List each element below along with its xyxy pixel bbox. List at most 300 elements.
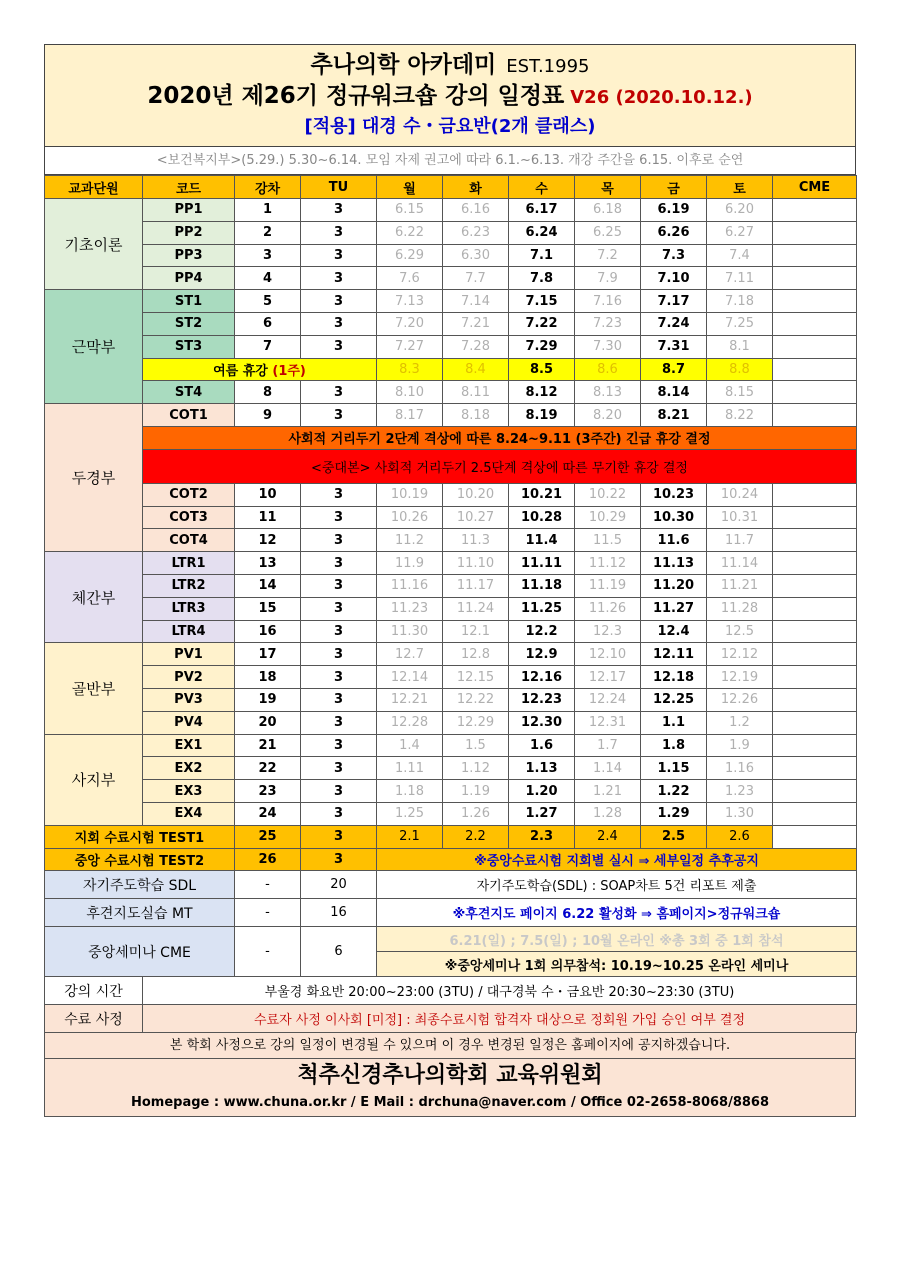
date-sat: 8.22 bbox=[707, 404, 773, 427]
code-cell: COT4 bbox=[143, 529, 235, 552]
date-thu: 6.18 bbox=[575, 199, 641, 222]
approval-row bbox=[45, 1005, 857, 1033]
code-cell: ST4 bbox=[143, 381, 235, 404]
code-cell: EX2 bbox=[143, 757, 235, 780]
date-thu: 7.30 bbox=[575, 335, 641, 358]
date-thu: 10.22 bbox=[575, 483, 641, 506]
table-row bbox=[45, 597, 857, 620]
date-fri: 6.26 bbox=[641, 221, 707, 244]
date-mon: 11.30 bbox=[377, 620, 443, 643]
date-fri: 7.31 bbox=[641, 335, 707, 358]
date-fri: 12.4 bbox=[641, 620, 707, 643]
date-tue: 12.22 bbox=[443, 688, 509, 711]
date-fri: 1.15 bbox=[641, 757, 707, 780]
date-mon: 1.4 bbox=[377, 734, 443, 757]
tu-cell: 3 bbox=[301, 780, 377, 803]
class-applicability: [적용] 대경 수・금요반(2개 클래스) bbox=[304, 116, 596, 137]
cme-note-1: 6.21(일) ; 7.5(일) ; 10월 온라인 ※총 3회 중 1회 참석 bbox=[377, 927, 857, 952]
date-fri: 1.29 bbox=[641, 802, 707, 825]
tu-cell: 3 bbox=[301, 483, 377, 506]
date-fri: 7.3 bbox=[641, 244, 707, 267]
cme-cell bbox=[773, 780, 857, 803]
date-mon: 6.29 bbox=[377, 244, 443, 267]
break-row-1 bbox=[45, 426, 857, 449]
date-thu: 1.28 bbox=[575, 802, 641, 825]
date-thu: 11.12 bbox=[575, 552, 641, 575]
date-tue: 10.27 bbox=[443, 506, 509, 529]
date-thu: 11.26 bbox=[575, 597, 641, 620]
cme-cell bbox=[773, 666, 857, 689]
session-cell: 5 bbox=[235, 290, 301, 313]
date-fri: 7.17 bbox=[641, 290, 707, 313]
table-row bbox=[45, 244, 857, 267]
tu-cell: 3 bbox=[301, 802, 377, 825]
code-cell: ST2 bbox=[143, 312, 235, 335]
table-row bbox=[45, 404, 857, 427]
date-fri: 10.23 bbox=[641, 483, 707, 506]
cme-session: - bbox=[235, 927, 301, 977]
date-wed: 10.21 bbox=[509, 483, 575, 506]
date-mon: 7.20 bbox=[377, 312, 443, 335]
cme-row bbox=[45, 927, 857, 952]
table-row bbox=[45, 780, 857, 803]
date-sat: 6.20 bbox=[707, 199, 773, 222]
sdl-tu: 20 bbox=[301, 871, 377, 899]
code-cell: PP3 bbox=[143, 244, 235, 267]
lecture-time-row bbox=[45, 977, 857, 1005]
table-row bbox=[45, 312, 857, 335]
lecture-time-label: 강의 시간 bbox=[45, 977, 143, 1005]
date-wed: 8.19 bbox=[509, 404, 575, 427]
academy-title: 추나의학 아카데미 EST.1995 bbox=[310, 52, 590, 78]
date-tue: 12.8 bbox=[443, 643, 509, 666]
table-header-row bbox=[45, 176, 857, 199]
table-row bbox=[45, 267, 857, 290]
cme-cell bbox=[773, 404, 857, 427]
session-cell: 10 bbox=[235, 483, 301, 506]
mt-note: ※후견지도 페이지 6.22 활성화 ⇒ 홈페이지>정규워크숍 bbox=[377, 899, 857, 927]
cme-cell bbox=[773, 574, 857, 597]
date-tue: 11.10 bbox=[443, 552, 509, 575]
summer-duration: (1주) bbox=[272, 363, 306, 379]
date-fri: 10.30 bbox=[641, 506, 707, 529]
session-cell: 22 bbox=[235, 757, 301, 780]
session-cell: 7 bbox=[235, 335, 301, 358]
date-thu: 11.5 bbox=[575, 529, 641, 552]
summer-label: 여름 휴강 bbox=[213, 363, 268, 379]
date-fri: 1.22 bbox=[641, 780, 707, 803]
date-wed: 8.12 bbox=[509, 381, 575, 404]
code-cell: PP4 bbox=[143, 267, 235, 290]
date-tue: 12.15 bbox=[443, 666, 509, 689]
col-tue: 화 bbox=[443, 176, 509, 199]
col-session: 강차 bbox=[235, 176, 301, 199]
date-wed: 12.2 bbox=[509, 620, 575, 643]
cme-cell bbox=[773, 290, 857, 313]
date-sat: 6.27 bbox=[707, 221, 773, 244]
col-mon: 월 bbox=[377, 176, 443, 199]
date-thu: 7.2 bbox=[575, 244, 641, 267]
table-row bbox=[45, 688, 857, 711]
schedule-title: 2020년 제26기 정규워크숍 강의 일정표 V26 (2020.10.12.) bbox=[147, 83, 753, 109]
test2-note: ※중앙수료시험 지회별 실시 ⇒ 세부일정 추후공지 bbox=[377, 848, 857, 871]
date-mon: 11.16 bbox=[377, 574, 443, 597]
date-mon: 12.21 bbox=[377, 688, 443, 711]
table-row bbox=[45, 290, 857, 313]
date-fri: 12.11 bbox=[641, 643, 707, 666]
lecture-time-value: 부울경 화요반 20:00~23:00 (3TU) / 대구경북 수・금요반 20:30~23:30 (3TU) bbox=[143, 977, 857, 1005]
sdl-note: 자기주도학습(SDL) : SOAP차트 5건 리포트 제출 bbox=[377, 871, 857, 899]
session-cell: 12 bbox=[235, 529, 301, 552]
unit-cell: 골반부 bbox=[45, 643, 143, 734]
date-mon: 12.28 bbox=[377, 711, 443, 734]
date-sat: 8.15 bbox=[707, 381, 773, 404]
date-fri: 11.13 bbox=[641, 552, 707, 575]
date-tue: 11.3 bbox=[443, 529, 509, 552]
table-row bbox=[45, 529, 857, 552]
summer-date: 8.4 bbox=[443, 358, 509, 381]
postponement-notice: <보건복지부>(5.29.) 5.30~6.14. 모임 자제 권고에 따라 6.1.~6.13. 개강 주간을 6.15. 이후로 순연 bbox=[44, 147, 856, 175]
break-row-2 bbox=[45, 449, 857, 483]
date-fri: 11.6 bbox=[641, 529, 707, 552]
unit-cell: 두경부 bbox=[45, 404, 143, 552]
date-wed: 6.17 bbox=[509, 199, 575, 222]
table-row bbox=[45, 734, 857, 757]
date-wed: 11.11 bbox=[509, 552, 575, 575]
date-mon: 12.14 bbox=[377, 666, 443, 689]
code-cell: EX3 bbox=[143, 780, 235, 803]
date-tue: 10.20 bbox=[443, 483, 509, 506]
cme-tu: 6 bbox=[301, 927, 377, 977]
tu-cell: 3 bbox=[301, 506, 377, 529]
session-cell: 14 bbox=[235, 574, 301, 597]
code-cell: COT3 bbox=[143, 506, 235, 529]
col-tu: TU bbox=[301, 176, 377, 199]
session-cell: 17 bbox=[235, 643, 301, 666]
cme-cell bbox=[773, 757, 857, 780]
mt-tu: 16 bbox=[301, 899, 377, 927]
session-cell: 18 bbox=[235, 666, 301, 689]
cme-cell bbox=[773, 381, 857, 404]
date-thu: 12.31 bbox=[575, 711, 641, 734]
date-tue: 8.18 bbox=[443, 404, 509, 427]
date-thu: 6.25 bbox=[575, 221, 641, 244]
cme-cell bbox=[773, 552, 857, 575]
code-cell: EX1 bbox=[143, 734, 235, 757]
date-wed: 7.29 bbox=[509, 335, 575, 358]
tu-cell: 3 bbox=[301, 267, 377, 290]
date-fri: 12.18 bbox=[641, 666, 707, 689]
date-tue: 12.1 bbox=[443, 620, 509, 643]
test1-label: 지회 수료시험 TEST1 bbox=[45, 825, 235, 848]
tu-cell: 3 bbox=[301, 312, 377, 335]
session-cell: 15 bbox=[235, 597, 301, 620]
table-row bbox=[45, 506, 857, 529]
col-unit: 교과단원 bbox=[45, 176, 143, 199]
test1-date: 2.3 bbox=[509, 825, 575, 848]
cme-cell bbox=[773, 199, 857, 222]
sdl-session: - bbox=[235, 871, 301, 899]
date-wed: 11.25 bbox=[509, 597, 575, 620]
session-cell: 8 bbox=[235, 381, 301, 404]
table-row bbox=[45, 802, 857, 825]
code-cell: LTR4 bbox=[143, 620, 235, 643]
session-cell: 2 bbox=[235, 221, 301, 244]
date-mon: 1.25 bbox=[377, 802, 443, 825]
date-sat: 1.9 bbox=[707, 734, 773, 757]
summer-break-label bbox=[143, 358, 377, 381]
table-row bbox=[45, 666, 857, 689]
summer-date: 8.7 bbox=[641, 358, 707, 381]
tu-cell: 3 bbox=[301, 552, 377, 575]
date-wed: 11.4 bbox=[509, 529, 575, 552]
session-cell: 23 bbox=[235, 780, 301, 803]
tu-cell: 3 bbox=[301, 711, 377, 734]
col-code: 코드 bbox=[143, 176, 235, 199]
tu-cell: 3 bbox=[301, 574, 377, 597]
date-sat: 12.26 bbox=[707, 688, 773, 711]
cme-cell bbox=[773, 597, 857, 620]
test1-row bbox=[45, 825, 857, 848]
table-row bbox=[45, 221, 857, 244]
mt-label: 후견지도실습 MT bbox=[45, 899, 235, 927]
col-fri: 금 bbox=[641, 176, 707, 199]
session-cell: 6 bbox=[235, 312, 301, 335]
date-wed: 12.23 bbox=[509, 688, 575, 711]
code-cell: PV4 bbox=[143, 711, 235, 734]
date-sat: 7.25 bbox=[707, 312, 773, 335]
cme-cell bbox=[773, 529, 857, 552]
test1-date: 2.4 bbox=[575, 825, 641, 848]
code-cell: LTR1 bbox=[143, 552, 235, 575]
date-mon: 6.15 bbox=[377, 199, 443, 222]
col-wed: 수 bbox=[509, 176, 575, 199]
date-wed: 12.16 bbox=[509, 666, 575, 689]
version-label: V26 (2020.10.12.) bbox=[570, 87, 753, 108]
date-thu: 1.14 bbox=[575, 757, 641, 780]
cme-cell bbox=[773, 643, 857, 666]
mt-session: - bbox=[235, 899, 301, 927]
session-cell: 13 bbox=[235, 552, 301, 575]
date-fri: 12.25 bbox=[641, 688, 707, 711]
code-cell: PV2 bbox=[143, 666, 235, 689]
tu-cell: 3 bbox=[301, 597, 377, 620]
summer-break-row bbox=[45, 358, 857, 381]
summer-date: 8.8 bbox=[707, 358, 773, 381]
date-thu: 7.23 bbox=[575, 312, 641, 335]
code-cell: PV1 bbox=[143, 643, 235, 666]
session-cell: 4 bbox=[235, 267, 301, 290]
date-sat: 1.30 bbox=[707, 802, 773, 825]
footer-org bbox=[44, 1059, 856, 1117]
table-row bbox=[45, 620, 857, 643]
cme-cell bbox=[773, 335, 857, 358]
test2-tu: 3 bbox=[301, 848, 377, 871]
tu-cell: 3 bbox=[301, 244, 377, 267]
cme-cell bbox=[773, 221, 857, 244]
code-cell: LTR3 bbox=[143, 597, 235, 620]
date-sat: 1.2 bbox=[707, 711, 773, 734]
date-mon: 10.19 bbox=[377, 483, 443, 506]
date-sat: 1.16 bbox=[707, 757, 773, 780]
cme-cell bbox=[773, 483, 857, 506]
date-tue: 7.14 bbox=[443, 290, 509, 313]
date-mon: 1.11 bbox=[377, 757, 443, 780]
date-tue: 8.11 bbox=[443, 381, 509, 404]
date-tue: 7.28 bbox=[443, 335, 509, 358]
date-wed: 10.28 bbox=[509, 506, 575, 529]
test1-tu: 3 bbox=[301, 825, 377, 848]
session-cell: 3 bbox=[235, 244, 301, 267]
tu-cell: 3 bbox=[301, 529, 377, 552]
date-tue: 6.30 bbox=[443, 244, 509, 267]
date-thu: 10.29 bbox=[575, 506, 641, 529]
date-wed: 1.6 bbox=[509, 734, 575, 757]
date-sat: 12.5 bbox=[707, 620, 773, 643]
code-cell: EX4 bbox=[143, 802, 235, 825]
date-mon: 7.27 bbox=[377, 335, 443, 358]
date-sat: 12.19 bbox=[707, 666, 773, 689]
code-cell: ST1 bbox=[143, 290, 235, 313]
session-cell: 1 bbox=[235, 199, 301, 222]
date-wed: 12.9 bbox=[509, 643, 575, 666]
cme-cell bbox=[773, 244, 857, 267]
test1-session: 25 bbox=[235, 825, 301, 848]
code-cell: LTR2 bbox=[143, 574, 235, 597]
table-row bbox=[45, 483, 857, 506]
date-sat: 11.28 bbox=[707, 597, 773, 620]
date-thu: 12.10 bbox=[575, 643, 641, 666]
test1-date: 2.2 bbox=[443, 825, 509, 848]
test1-date: 2.1 bbox=[377, 825, 443, 848]
contact-info: Homepage : www.chuna.or.kr / E Mail : drchuna@naver.com / Office 02-2658-8068/8868 bbox=[130, 1095, 770, 1111]
date-thu: 8.13 bbox=[575, 381, 641, 404]
date-fri: 7.24 bbox=[641, 312, 707, 335]
table-row bbox=[45, 757, 857, 780]
date-wed: 7.1 bbox=[509, 244, 575, 267]
date-thu: 11.19 bbox=[575, 574, 641, 597]
date-sat: 11.14 bbox=[707, 552, 773, 575]
approval-value: 수료자 사정 이사회 [미정] : 최종수료시험 합격자 대상으로 정회원 가입 승인 여부 결정 bbox=[143, 1005, 857, 1033]
code-cell: PP1 bbox=[143, 199, 235, 222]
unit-cell: 기초이론 bbox=[45, 199, 143, 290]
tu-cell: 3 bbox=[301, 688, 377, 711]
date-sat: 7.4 bbox=[707, 244, 773, 267]
date-mon: 11.9 bbox=[377, 552, 443, 575]
date-mon: 8.17 bbox=[377, 404, 443, 427]
table-row bbox=[45, 381, 857, 404]
indefinite-break-notice: <중대본> 사회적 거리두기 2.5단계 격상에 따른 무기한 휴강 결정 bbox=[143, 449, 857, 483]
session-cell: 24 bbox=[235, 802, 301, 825]
date-sat: 11.7 bbox=[707, 529, 773, 552]
cme-cell bbox=[773, 267, 857, 290]
col-cme: CME bbox=[773, 176, 857, 199]
date-tue: 6.23 bbox=[443, 221, 509, 244]
date-fri: 1.8 bbox=[641, 734, 707, 757]
date-sat: 10.31 bbox=[707, 506, 773, 529]
date-sat: 8.1 bbox=[707, 335, 773, 358]
test2-label: 중앙 수료시험 TEST2 bbox=[45, 848, 235, 871]
cme-cell bbox=[773, 734, 857, 757]
date-tue: 1.19 bbox=[443, 780, 509, 803]
tu-cell: 3 bbox=[301, 404, 377, 427]
date-wed: 1.13 bbox=[509, 757, 575, 780]
date-mon: 6.22 bbox=[377, 221, 443, 244]
summer-date: 8.3 bbox=[377, 358, 443, 381]
table-row bbox=[45, 552, 857, 575]
date-sat: 7.18 bbox=[707, 290, 773, 313]
cme-cell bbox=[773, 620, 857, 643]
tu-cell: 3 bbox=[301, 335, 377, 358]
tu-cell: 3 bbox=[301, 381, 377, 404]
date-mon: 1.18 bbox=[377, 780, 443, 803]
date-fri: 11.20 bbox=[641, 574, 707, 597]
date-sat: 11.21 bbox=[707, 574, 773, 597]
session-cell: 20 bbox=[235, 711, 301, 734]
cme-cell bbox=[773, 802, 857, 825]
table-row bbox=[45, 643, 857, 666]
date-thu: 1.21 bbox=[575, 780, 641, 803]
code-cell: PV3 bbox=[143, 688, 235, 711]
date-tue: 11.17 bbox=[443, 574, 509, 597]
mt-row bbox=[45, 899, 857, 927]
date-tue: 1.5 bbox=[443, 734, 509, 757]
tu-cell: 3 bbox=[301, 734, 377, 757]
summer-date: 8.6 bbox=[575, 358, 641, 381]
date-mon: 12.7 bbox=[377, 643, 443, 666]
sdl-row bbox=[45, 871, 857, 899]
tu-cell: 3 bbox=[301, 290, 377, 313]
date-wed: 11.18 bbox=[509, 574, 575, 597]
date-tue: 12.29 bbox=[443, 711, 509, 734]
cme-cell bbox=[773, 358, 857, 381]
date-fri: 11.27 bbox=[641, 597, 707, 620]
date-mon: 7.13 bbox=[377, 290, 443, 313]
session-cell: 19 bbox=[235, 688, 301, 711]
tu-cell: 3 bbox=[301, 221, 377, 244]
date-wed: 6.24 bbox=[509, 221, 575, 244]
date-fri: 1.1 bbox=[641, 711, 707, 734]
date-tue: 1.12 bbox=[443, 757, 509, 780]
date-fri: 8.21 bbox=[641, 404, 707, 427]
date-wed: 7.8 bbox=[509, 267, 575, 290]
code-cell: PP2 bbox=[143, 221, 235, 244]
cme-cell bbox=[773, 506, 857, 529]
document-header bbox=[44, 44, 856, 147]
date-thu: 7.16 bbox=[575, 290, 641, 313]
date-tue: 1.26 bbox=[443, 802, 509, 825]
test2-session: 26 bbox=[235, 848, 301, 871]
date-thu: 1.7 bbox=[575, 734, 641, 757]
unit-cell: 체간부 bbox=[45, 552, 143, 643]
cme-cell bbox=[773, 711, 857, 734]
date-wed: 7.15 bbox=[509, 290, 575, 313]
date-sat: 10.24 bbox=[707, 483, 773, 506]
col-thu: 목 bbox=[575, 176, 641, 199]
date-fri: 7.10 bbox=[641, 267, 707, 290]
schedule-table bbox=[44, 175, 857, 1033]
date-wed: 1.27 bbox=[509, 802, 575, 825]
tu-cell: 3 bbox=[301, 643, 377, 666]
session-cell: 9 bbox=[235, 404, 301, 427]
date-tue: 7.21 bbox=[443, 312, 509, 335]
date-wed: 12.30 bbox=[509, 711, 575, 734]
date-mon: 8.10 bbox=[377, 381, 443, 404]
cme-cell bbox=[773, 825, 857, 848]
date-thu: 7.9 bbox=[575, 267, 641, 290]
date-mon: 11.23 bbox=[377, 597, 443, 620]
session-cell: 11 bbox=[235, 506, 301, 529]
